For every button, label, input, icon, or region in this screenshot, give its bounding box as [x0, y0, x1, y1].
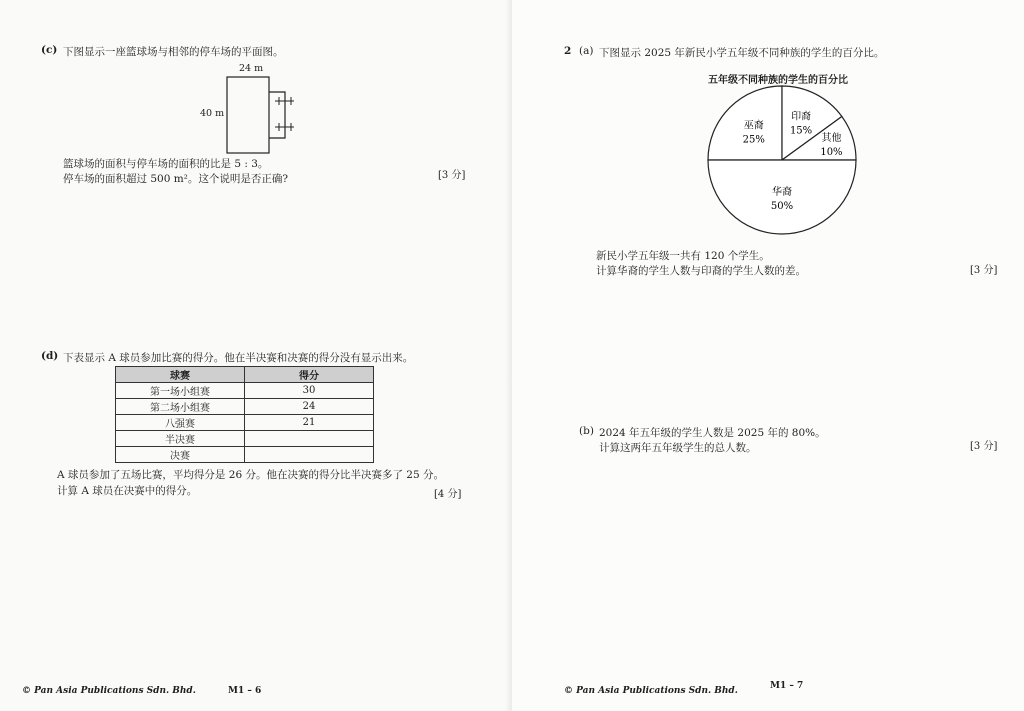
table-row: [116, 447, 374, 463]
table-cell-score: [245, 447, 374, 463]
table-cell-match: 八强赛: [116, 415, 245, 431]
pie-slice-category-label: 其他: [821, 132, 842, 144]
question-2b-line1: 2024 年五年级的学生人数是 2025 年的 80%。: [599, 427, 826, 439]
table-row: [116, 399, 374, 415]
basketball-court-rect: [227, 77, 269, 153]
pie-slice-value-label: 50%: [770, 201, 794, 212]
question-2b-line2: 计算这两年五年级学生的总人数。: [599, 442, 757, 454]
chart-title: 五年级不同种族的学生的百分比: [708, 75, 848, 86]
question-c-line1: 篮球场的面积与停车场的面积的比是 5 : 3。: [63, 158, 269, 170]
question-c-marks: [3 分]: [438, 170, 466, 181]
table-cell-match: 第一场小组赛: [116, 383, 245, 399]
pie-chart: [702, 80, 862, 240]
question-d-label: (d): [41, 350, 59, 362]
right-page: [512, 0, 1024, 711]
footer-page-number: M1 – 7: [770, 681, 804, 691]
table-cell-score: [245, 431, 374, 447]
question-2b-label: (b): [579, 425, 594, 437]
question-c-line2: 停车场的面积超过 500 m²。这个说明是否正确?: [63, 173, 289, 185]
table-row: [116, 415, 374, 431]
question-2a-line1: 新民小学五年级一共有 120 个学生。: [596, 250, 770, 262]
table-header-match: 球赛: [116, 367, 245, 383]
question-d-stem: 下表显示 A 球员参加比赛的得分。他在半决赛和决赛的得分没有显示出来。: [63, 352, 414, 364]
court-height-label: 40 m: [200, 108, 225, 119]
table-cell-match: 半决赛: [116, 431, 245, 447]
footer-publisher: © Pan Asia Publications Sdn. Bhd.: [564, 686, 738, 696]
pie-slice-category-label: 巫裔: [743, 120, 764, 132]
question-2a-line2: 计算华裔的学生人数与印裔的学生人数的差。: [596, 265, 806, 277]
question-2a-marks: [3 分]: [970, 265, 998, 276]
table-cell-match: 第二场小组赛: [116, 399, 245, 415]
question-d-line1: A 球员参加了五场比赛，平均得分是 26 分。他在决赛的得分比半决赛多了 25 分。: [57, 469, 444, 481]
question-2b-marks: [3 分]: [970, 441, 998, 452]
pie-slice-category-label: 印裔: [791, 111, 812, 123]
question-d-line2: 计算 A 球员在决赛中的得分。: [57, 485, 198, 497]
table-cell-score: 21: [245, 415, 374, 431]
question-2a-label: (a): [579, 45, 594, 57]
score-table: [115, 366, 374, 463]
question-c-stem: 下图显示一座篮球场与相邻的停车场的平面图。: [63, 46, 284, 58]
parking-lot-outline: [269, 92, 285, 138]
footer-publisher: © Pan Asia Publications Sdn. Bhd.: [22, 686, 196, 696]
pie-slice-value-label: 10%: [820, 146, 843, 158]
pie-slice-value-label: 25%: [742, 134, 765, 146]
pie-slice-value-label: 15%: [789, 125, 813, 137]
table-row: [116, 431, 374, 447]
court-width-label: 24 m: [239, 63, 264, 74]
footer-page-number: M1 – 6: [228, 686, 262, 696]
question-d-marks: [4 分]: [434, 489, 462, 500]
table-row: [116, 383, 374, 399]
question-c-label: (c): [41, 44, 58, 56]
table-cell-score: 30: [245, 383, 374, 399]
table-cell-score: 24: [245, 399, 374, 415]
table-header-score: 得分: [245, 367, 374, 383]
table-cell-match: 决赛: [116, 447, 245, 463]
question-2-number: 2: [564, 45, 572, 57]
question-2a-stem: 下图显示 2025 年新民小学五年级不同种族的学生的百分比。: [599, 47, 885, 59]
pie-slice-category-label: 华裔: [772, 187, 792, 198]
